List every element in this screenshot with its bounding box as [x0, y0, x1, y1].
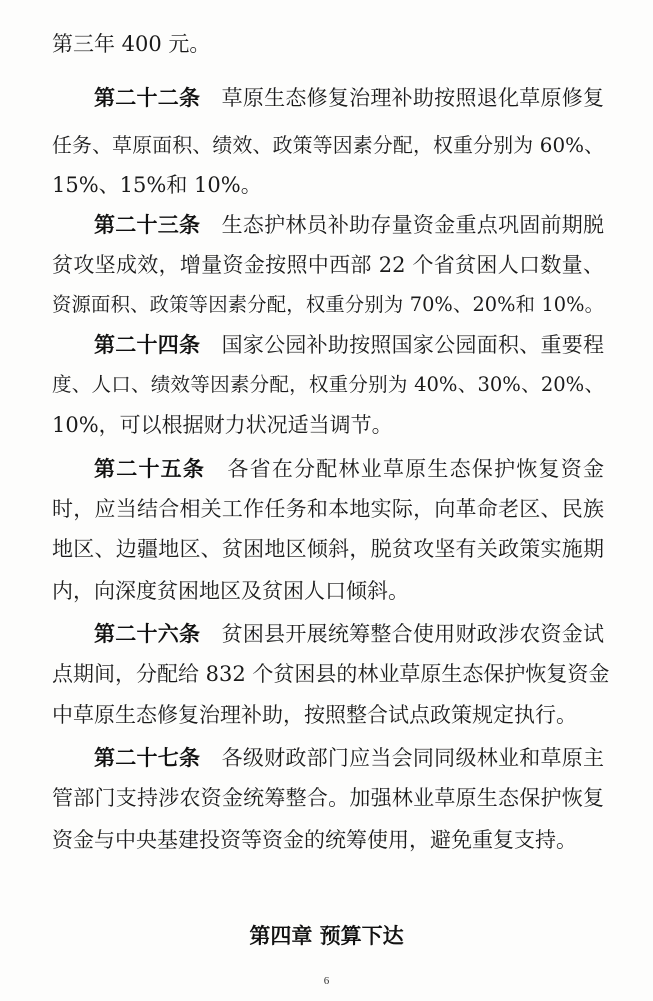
article-22-first-line: 第二十二条 草原生态修复治理补助按照退化草原修复	[94, 86, 605, 110]
text-line: 资金与中央基建投资等资金的统筹使用，避免重复支持。	[52, 828, 577, 852]
article-24-heading: 第二十四条	[94, 333, 201, 357]
text-line: 时，应当结合相关工作任务和本地实际，向革命老区、民族	[52, 497, 604, 521]
article-23-first-line: 第二十三条 生态护林员补助存量资金重点巩固前期脱	[94, 213, 605, 237]
text-line: 15%、15%和 10%。	[52, 173, 262, 197]
article-26-first-line: 第二十六条 贫困县开展统筹整合使用财政涉农资金试	[94, 622, 605, 646]
text-line: 管部门支持涉农资金统筹整合。加强林业草原生态保护恢复	[52, 786, 604, 810]
article-22-heading: 第二十二条	[94, 86, 201, 110]
article-27-heading: 第二十七条	[94, 746, 201, 770]
text-line: 内，向深度贫困地区及贫困人口倾斜。	[52, 579, 409, 603]
text-line: 地区、边疆地区、贫困地区倾斜，脱贫攻坚有关政策实施期	[52, 537, 604, 561]
article-24-first-line: 第二十四条 国家公园补助按照国家公园面积、重要程	[94, 333, 605, 357]
text-line: 点期间，分配给 832 个贫困县的林业草原生态保护恢复资金	[52, 662, 610, 686]
page-number: 6	[323, 975, 330, 987]
text-line: 10%，可以根据财力状况适当调节。	[52, 413, 393, 437]
article-25-first-line: 第二十五条 各省在分配林业草原生态保护恢复资金	[94, 457, 605, 481]
text-line: 第三年 400 元。	[52, 32, 211, 56]
text-line: 度、人口、绩效等因素分配，权重分别为 40%、30%、20%、	[52, 373, 604, 396]
article-26-heading: 第二十六条	[94, 622, 201, 646]
text-line: 中草原生态修复治理补助，按照整合试点政策规定执行。	[52, 703, 577, 727]
chapter-heading: 第四章 预算下达	[249, 924, 404, 948]
text-line: 贫攻坚成效，增量资金按照中西部 22 个省贫困人口数量、	[52, 253, 604, 277]
text-line: 任务、草原面积、绩效、政策等因素分配，权重分别为 60%、	[52, 134, 604, 157]
article-25-heading: 第二十五条	[94, 457, 206, 481]
article-27-first-line: 第二十七条 各级财政部门应当会同同级林业和草原主	[94, 746, 605, 770]
article-23-heading: 第二十三条	[94, 213, 201, 237]
text-line: 资源面积、政策等因素分配，权重分别为 70%、20%和 10%。	[52, 293, 604, 316]
